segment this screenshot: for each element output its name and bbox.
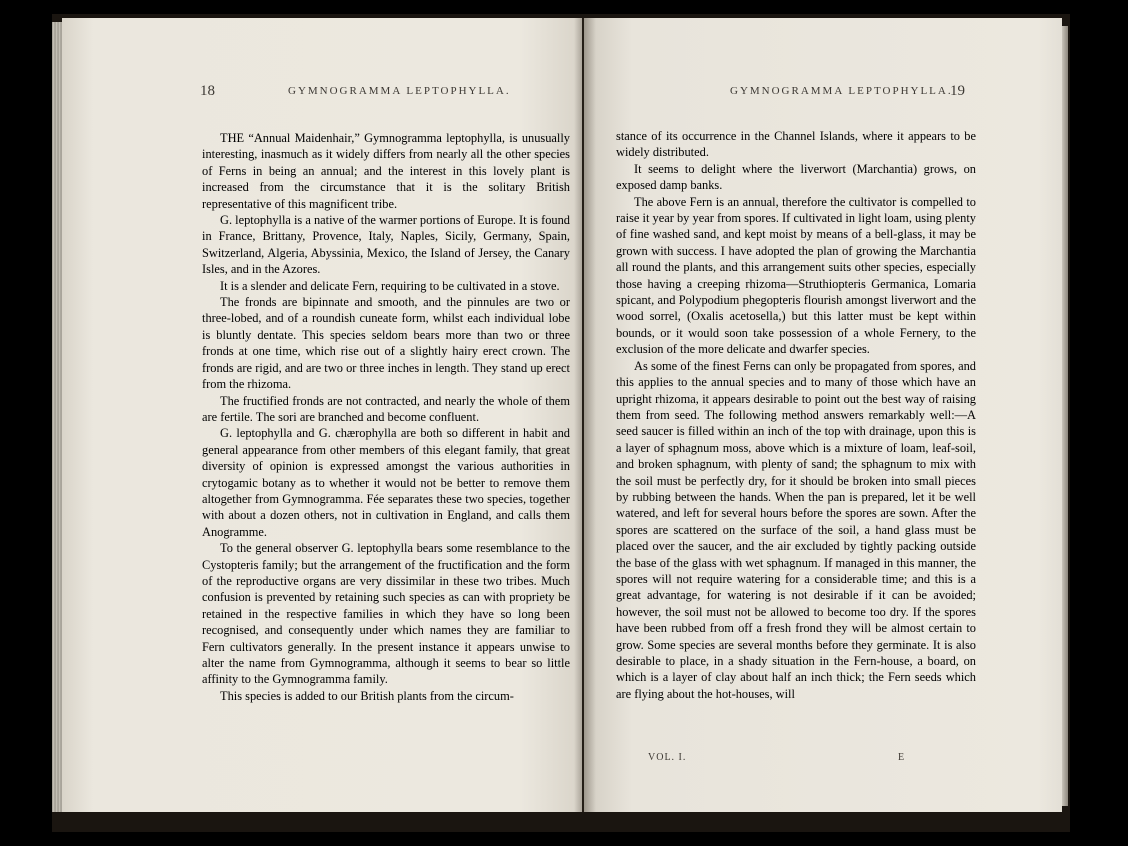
left-page-body [202,130,570,704]
right-paragraph: As some of the finest Ferns can only be propagated from spores, and this applies to the annual species and to many of those which have an upright rhizoma, it appears desirable to point out the best way of raising them from seed. The following method answers remarkably well:—A seed saucer is filled within an inch of the top with drainage, upon this is a layer of sphagnum moss, above which is a mixture of loam, leaf-soil, and broken sphagnum, with plenty of sand; the sphagnum to mix with the soil must be perfectly dry, for it should be broken into small pieces by rubbing between the hands. When the pan is prepared, let it be well watered, and left for several hours before the spores are sown. After the spores are scattered on the surface of the soil, a hand glass must be placed over the saucer, and the air excluded by tightly packing outside the base of the glass with wet sphagnum. If managed in this manner, the spores will not require watering for a considerable time; and this is a great advantage, for watering is not desirable if it can be avoided; however, the soil must not be allowed to become too dry. If the spores have been rubbed from off a fresh frond they will be almost certain to grow. Some species are several months before they germinate. It is also desirable to place, in a shady situation in the Fern-house, a board, on which is a layer of clay about half an inch thick; the Fern seeds which are flying about the hot-houses, will [616,358,976,701]
signature-mark: E [898,752,906,763]
left-page-number: 18 [200,83,215,99]
left-paragraph: THE “Annual Maidenhair,” Gymnogramma leptophylla, is unusually interesting, inasmuch as it widely differs from nearly all the other species of Ferns in being an annual; and the interest in this lovely plant is increased from the circumstance that it is the solitary British representative of this magnificent tribe. [202,131,570,211]
left-paragraph: The fructified fronds are not contracted, and nearly the whole of them are fertile. The sori are branched and become confluent. [202,393,570,424]
right-page-number: 19 [950,83,965,99]
right-page-body [616,128,976,702]
left-paragraph: It is a slender and delicate Fern, requiring to be cultivated in a stove. [220,278,560,293]
right-running-head: GYMNOGRAMMA LEPTOPHYLLA. [730,85,953,97]
left-running-head: GYMNOGRAMMA LEPTOPHYLLA. [288,85,511,97]
left-paragraph: G. leptophylla is a native of the warmer portions of Europe. It is found in France, Brittany, Provence, Italy, Naples, Sicily, Germany, Spain, Switzerland, Algeria, Abyssinia, Mexico, the Island of Jersey, the Canary Isles, and in the Azores. [202,213,570,277]
right-paragraph: It seems to delight where the liverwort (Marchantia) grows, on exposed damp banks. [616,161,976,193]
left-paragraph: To the general observer G. leptophylla bears some resemblance to the Cystopteris family; but the arrangement of the fructification and the form of the reproductive organs are very dissimilar in these two tribes. Much confusion is prevented by retaining such species as can with propriety be retained in the respective families in which they have so long been recognised, and consequently under which names they are familiar to Fern cultivators generally. In the present instance it appears unwise to alter the name from Gymnogramma, although it seems to bear so little affinity to the Gymnogramma family. [202,541,570,687]
left-paragraph: The fronds are bipinnate and smooth, and the pinnules are two or three-lobed, and of a roundish cuneate form, whilst each individual lobe is bluntly dentate. This species seldom bears more than two or three fronds at one time, which rise out of a slightly hairy erect crown. The fronds are rigid, and are two or three inches in length. They stand up erect from the rhizoma. [202,295,570,392]
right-paragraph: The above Fern is an annual, therefore the cultivator is compelled to raise it year by year from spores. If cultivated in light loam, using plenty of fine washed sand, and kept moist by means of a bell-glass, it may be grown with success. I have adopted the plan of growing the Marchantia all round the plants, and this arrangement suits other species, especially those having a creeping rhizoma—Struthiopteris Germanica, Lomaria spicant, and Polypodium phegopteris flourish amongst liverwort and the wood sorrel, (Oxalis acetosella,) but this latter must be kept within bounds, or it would soon take possession of a whole Fernery, to the exclusion of the more delicate and dwarfer species. [616,194,976,357]
right-page-edge [1062,26,1068,806]
left-paragraph: G. leptophylla and G. chærophylla are both so different in habit and general appearance from other members of this elegant family, that great diversity of opinion is expressed amongst the various authorities in crytogamic botany as to whether it would not be better to remove them altogether from Gymnogramma. Fée separates these two species, together with about a dozen others, not in cultivation in England, and calls them Anogramme. [202,426,570,539]
right-paragraph: stance of its occurrence in the Channel Islands, where it appears to be widely distributed. [616,129,976,160]
left-paragraph: This species is added to our British plants from the circum- [220,688,514,703]
signature-volume: VOL. I. [648,752,687,763]
book-gutter [574,18,596,812]
